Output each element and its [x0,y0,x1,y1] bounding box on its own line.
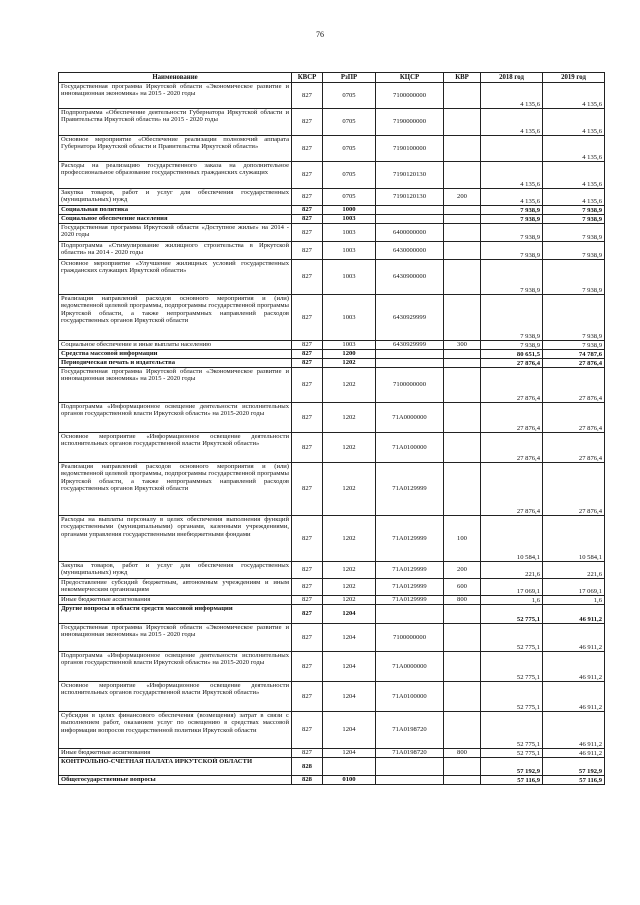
table-row [59,749,605,758]
cell-kvsr: 827 [292,206,323,215]
cell-2019: 27 876,4 [543,463,605,516]
table-row [59,350,605,359]
cell-kvsr: 827 [292,215,323,224]
cell-kvsr: 827 [292,162,323,189]
cell-name: Социальная политика [59,206,292,215]
cell-name: Социальное обеспечение населения [59,215,292,224]
table-row [59,189,605,206]
cell-2019: 4 135,6 [543,83,605,109]
cell-2019: 46 911,2 [543,652,605,682]
cell-kvr [444,624,481,652]
cell-kcsr: 71А0000000 [376,652,444,682]
cell-2018: 57 116,9 [481,776,543,785]
cell-2019: 7 938,9 [543,242,605,260]
cell-kvsr: 827 [292,712,323,749]
cell-2018: 4 135,6 [481,109,543,136]
cell-kvsr: 828 [292,776,323,785]
cell-2019: 17 069,1 [543,579,605,596]
cell-kvr [444,776,481,785]
cell-kcsr: 71А0000000 [376,403,444,433]
cell-name: Закупка товаров, работ и услуг для обеспечения государственных (муниципальных) нужд [59,562,292,579]
cell-kvr [444,359,481,368]
cell-kcsr: 7190000000 [376,109,444,136]
cell-name: Другие вопросы в области средств массовой информации [59,605,292,624]
header-2018: 2018 год [481,73,543,83]
cell-kvr [444,136,481,162]
table-row [59,260,605,295]
header-kvsr: КВСР [292,73,323,83]
cell-2019: 10 584,1 [543,516,605,562]
cell-kvr [444,712,481,749]
cell-kvsr: 827 [292,359,323,368]
cell-kcsr: 71А0129999 [376,463,444,516]
cell-name: Государственная программа Иркутской области «Доступное жилье» на 2014 - 2020 годы [59,224,292,242]
cell-rzpr: 1204 [323,624,376,652]
cell-2019: 7 938,9 [543,341,605,350]
cell-rzpr: 1204 [323,712,376,749]
cell-2018: 80 651,5 [481,350,543,359]
cell-kvsr: 827 [292,136,323,162]
cell-name: Общегосударственные вопросы [59,776,292,785]
cell-2018: 52 775,1 [481,712,543,749]
cell-kvsr: 827 [292,682,323,712]
table-row [59,712,605,749]
cell-kvr [444,652,481,682]
cell-rzpr: 1003 [323,224,376,242]
cell-2019: 7 938,9 [543,260,605,295]
cell-2019: 46 911,2 [543,682,605,712]
cell-kcsr: 71А0198720 [376,749,444,758]
cell-2018: 57 192,9 [481,758,543,776]
cell-kcsr: 7190120130 [376,189,444,206]
table-row [59,295,605,341]
cell-name: Реализация направлений расходов основного мероприятия и (или) ведомственной целевой программы, подпрограммы государственной программы Иркутской области, а также непрограммных направлений расходов государственных органов Иркутской области [59,295,292,341]
cell-name: Закупка товаров, работ и услуг для обеспечения государственных (муниципальных) нужд [59,189,292,206]
cell-kvr [444,350,481,359]
cell-kvsr: 827 [292,224,323,242]
cell-kvsr: 827 [292,463,323,516]
cell-rzpr: 1202 [323,596,376,605]
cell-kvr [444,224,481,242]
cell-kvsr: 827 [292,605,323,624]
cell-rzpr: 1202 [323,368,376,403]
cell-2018: 27 876,4 [481,463,543,516]
cell-rzpr: 1202 [323,359,376,368]
cell-rzpr: 0100 [323,776,376,785]
cell-rzpr: 1202 [323,579,376,596]
cell-kvr [444,83,481,109]
cell-kcsr: 7100000000 [376,624,444,652]
cell-rzpr: 1202 [323,562,376,579]
cell-rzpr [323,758,376,776]
cell-2018: 52 775,1 [481,605,543,624]
cell-kcsr: 7100000000 [376,368,444,403]
table-row [59,776,605,785]
cell-rzpr: 0705 [323,189,376,206]
table-row [59,136,605,162]
cell-rzpr: 1003 [323,260,376,295]
cell-name: Подпрограмма «Информационное освещение деятельности исполнительных органов государственной власти Иркутской области» на 2015-2020 годы [59,403,292,433]
table-row [59,162,605,189]
cell-2019: 221,6 [543,562,605,579]
cell-name: Расходы на реализацию государственного заказа на дополнительное профессиональное образование государственных гражданских служащих [59,162,292,189]
budget-table [58,72,605,785]
cell-2018: 27 876,4 [481,433,543,463]
cell-name: Подпрограмма «Обеспечение деятельности Губернатора Иркутской области и Правительства Иркутской области» на 2015 - 2020 годы [59,109,292,136]
cell-name: Расходы на выплаты персоналу в целях обеспечения выполнения функций государственными (муниципальными) органами, казенными учреждениями, органами управления государственными внебюджетными фондами [59,516,292,562]
cell-rzpr: 0705 [323,109,376,136]
table-row [59,368,605,403]
cell-rzpr: 1202 [323,516,376,562]
cell-kcsr: 71А0198720 [376,712,444,749]
cell-2019: 57 116,9 [543,776,605,785]
table-row [59,341,605,350]
cell-rzpr: 1204 [323,605,376,624]
table-row [59,215,605,224]
header-rzpr: РзПР [323,73,376,83]
cell-kvsr: 827 [292,516,323,562]
table-row [59,562,605,579]
cell-rzpr: 1204 [323,749,376,758]
cell-kcsr [376,215,444,224]
cell-2019: 27 876,4 [543,433,605,463]
cell-kcsr: 7190100000 [376,136,444,162]
cell-name: Основное мероприятие «Улучшение жилищных условий государственных гражданских служащих Иркутской области» [59,260,292,295]
cell-kcsr: 6430000000 [376,242,444,260]
cell-2019: 27 876,4 [543,359,605,368]
cell-2019: 1,6 [543,596,605,605]
cell-2018: 7 938,9 [481,260,543,295]
cell-kvr [444,605,481,624]
cell-2018: 7 938,9 [481,206,543,215]
cell-kvsr: 827 [292,562,323,579]
cell-kvr: 200 [444,562,481,579]
cell-kvr [444,162,481,189]
cell-kvsr: 827 [292,596,323,605]
cell-kvsr: 827 [292,83,323,109]
table-row [59,109,605,136]
cell-kvsr: 827 [292,749,323,758]
cell-2018: 4 135,6 [481,189,543,206]
cell-kvr: 100 [444,516,481,562]
cell-kcsr: 7100000000 [376,83,444,109]
cell-name: Государственная программа Иркутской области «Экономическое развитие и инновационная экономика» на 2015 - 2020 годы [59,83,292,109]
page-number: 76 [316,30,324,39]
cell-kvsr: 827 [292,295,323,341]
cell-2019: 7 938,9 [543,206,605,215]
cell-2018: 10 584,1 [481,516,543,562]
cell-rzpr: 0705 [323,162,376,189]
cell-name: Реализация направлений расходов основного мероприятия и (или) ведомственной целевой программы, подпрограммы государственной программы Иркутской области, а также непрограммных направлений расходов государственных органов Иркутской области [59,463,292,516]
table-row [59,624,605,652]
cell-kvr [444,215,481,224]
cell-kvr: 300 [444,341,481,350]
cell-kvsr: 827 [292,350,323,359]
cell-kvsr: 828 [292,758,323,776]
cell-kcsr: 71А0100000 [376,682,444,712]
table-row [59,242,605,260]
cell-2018: 27 876,4 [481,403,543,433]
cell-2018: 52 775,1 [481,624,543,652]
cell-2019: 27 876,4 [543,403,605,433]
cell-kvsr: 827 [292,368,323,403]
header-name: Наименование [59,73,292,83]
cell-2018: 7 938,9 [481,215,543,224]
cell-kcsr: 71А0129999 [376,579,444,596]
cell-2019: 4 135,6 [543,109,605,136]
cell-2018: 4 135,6 [481,162,543,189]
header-kvr: КВР [444,73,481,83]
cell-kvr [444,109,481,136]
cell-kcsr: 6430900000 [376,260,444,295]
cell-kcsr: 7190120130 [376,162,444,189]
table-row [59,463,605,516]
cell-kcsr [376,758,444,776]
cell-name: Субсидия в целях финансового обеспечения (возмещения) затрат в связи с выполнением работ, оказанием услуг по освещению в средствах массовой информации вопросов государственной политики Иркутской области [59,712,292,749]
cell-rzpr: 1204 [323,682,376,712]
cell-kvsr: 827 [292,403,323,433]
cell-kcsr [376,350,444,359]
cell-name: Периодическая печать и издательства [59,359,292,368]
cell-2019: 7 938,9 [543,215,605,224]
cell-kcsr [376,605,444,624]
cell-kvr [444,295,481,341]
table-row [59,682,605,712]
cell-kvr: 800 [444,749,481,758]
table-row [59,83,605,109]
cell-kvr: 200 [444,189,481,206]
cell-name: Государственная программа Иркутской области «Экономическое развитие и инновационная экономика» на 2015 - 2020 годы [59,624,292,652]
table-row [59,224,605,242]
cell-kvr: 800 [444,596,481,605]
cell-2019: 4 135,6 [543,189,605,206]
table-row [59,758,605,776]
cell-2019: 7 938,9 [543,295,605,341]
cell-kvsr: 827 [292,260,323,295]
cell-2018: 4 135,6 [481,83,543,109]
cell-rzpr: 1000 [323,206,376,215]
table-row [59,652,605,682]
table-row [59,579,605,596]
header-kcsr: КЦСР [376,73,444,83]
cell-kvr [444,433,481,463]
cell-kvsr: 827 [292,624,323,652]
cell-rzpr: 1204 [323,652,376,682]
cell-name: Подпрограмма «Информационное освещение деятельности исполнительных органов государственной власти Иркутской области» на 2015-2020 годы [59,652,292,682]
cell-name: Основное мероприятие «Информационное освещение деятельности исполнительных органов государственной власти Иркутской области» [59,682,292,712]
cell-kvsr: 827 [292,652,323,682]
cell-kcsr: 6400000000 [376,224,444,242]
cell-2019: 46 911,2 [543,712,605,749]
cell-kcsr [376,206,444,215]
cell-kvsr: 827 [292,189,323,206]
table-body [59,83,605,785]
cell-kvr [444,758,481,776]
cell-name: Подпрограмма «Стимулирование жилищного строительства в Иркутской области» на 2014 - 2020 годы [59,242,292,260]
cell-2018: 52 775,1 [481,682,543,712]
cell-kvsr: 827 [292,242,323,260]
cell-2019: 57 192,9 [543,758,605,776]
table-header-row [59,73,605,83]
cell-2018: 7 938,9 [481,341,543,350]
cell-name: КОНТРОЛЬНО-СЧЕТНАЯ ПАЛАТА ИРКУТСКОЙ ОБЛАСТИ [59,758,292,776]
cell-rzpr: 1003 [323,295,376,341]
cell-kvr [444,368,481,403]
table-row [59,605,605,624]
cell-rzpr: 1202 [323,403,376,433]
cell-kcsr: 6430929999 [376,295,444,341]
cell-2019: 46 911,2 [543,624,605,652]
cell-kvsr: 827 [292,579,323,596]
cell-2018: 7 938,9 [481,224,543,242]
cell-name: Средства массовой информации [59,350,292,359]
table-row [59,516,605,562]
cell-name: Государственная программа Иркутской области «Экономическое развитие и инновационная экономика» на 2015 - 2020 годы [59,368,292,403]
cell-kvsr: 827 [292,433,323,463]
table-row [59,596,605,605]
cell-2019: 4 135,6 [543,136,605,162]
table-row [59,433,605,463]
cell-kvr [444,403,481,433]
cell-2019: 7 938,9 [543,224,605,242]
cell-2018 [481,136,543,162]
cell-rzpr: 1003 [323,215,376,224]
cell-2018: 27 876,4 [481,359,543,368]
table-row [59,403,605,433]
cell-kcsr: 71А0129999 [376,562,444,579]
cell-kvr [444,206,481,215]
cell-name: Основное мероприятие «Информационное освещение деятельности исполнительных органов государственной власти Иркутской области» [59,433,292,463]
cell-2018: 52 775,1 [481,749,543,758]
cell-kcsr: 71А0129999 [376,596,444,605]
cell-2018: 27 876,4 [481,368,543,403]
cell-kcsr [376,359,444,368]
cell-rzpr: 0705 [323,136,376,162]
cell-name: Основное мероприятие «Обеспечение реализации полномочий аппарата Губернатора Иркутской области и Правительства Иркутской области» [59,136,292,162]
cell-2019: 46 911,2 [543,749,605,758]
cell-name: Иные бюджетные ассигнования [59,749,292,758]
cell-rzpr: 1003 [323,242,376,260]
cell-kvsr: 827 [292,109,323,136]
cell-2018: 7 938,9 [481,295,543,341]
cell-rzpr: 1202 [323,463,376,516]
cell-kcsr: 71А0129999 [376,516,444,562]
cell-kvr [444,260,481,295]
cell-kvr [444,463,481,516]
cell-2019: 27 876,4 [543,368,605,403]
table-row [59,359,605,368]
cell-2018: 52 775,1 [481,652,543,682]
cell-2019: 46 911,2 [543,605,605,624]
cell-kcsr: 71А0100000 [376,433,444,463]
cell-rzpr: 1003 [323,341,376,350]
table-row [59,206,605,215]
cell-2018: 221,6 [481,562,543,579]
cell-kvr [444,242,481,260]
cell-kcsr [376,776,444,785]
cell-kvr: 600 [444,579,481,596]
cell-rzpr: 0705 [323,83,376,109]
cell-2019: 4 135,6 [543,162,605,189]
cell-name: Предоставление субсидий бюджетным, автономным учреждениям и иным некоммерческим организациям [59,579,292,596]
cell-name: Социальное обеспечение и иные выплаты населению [59,341,292,350]
cell-kvsr: 827 [292,341,323,350]
cell-kvr [444,682,481,712]
cell-kcsr: 6430929999 [376,341,444,350]
header-2019: 2019 год [543,73,605,83]
cell-rzpr: 1202 [323,433,376,463]
cell-2018: 1,6 [481,596,543,605]
cell-2018: 7 938,9 [481,242,543,260]
cell-2018: 17 069,1 [481,579,543,596]
cell-2019: 74 787,6 [543,350,605,359]
cell-rzpr: 1200 [323,350,376,359]
cell-name: Иные бюджетные ассигнования [59,596,292,605]
